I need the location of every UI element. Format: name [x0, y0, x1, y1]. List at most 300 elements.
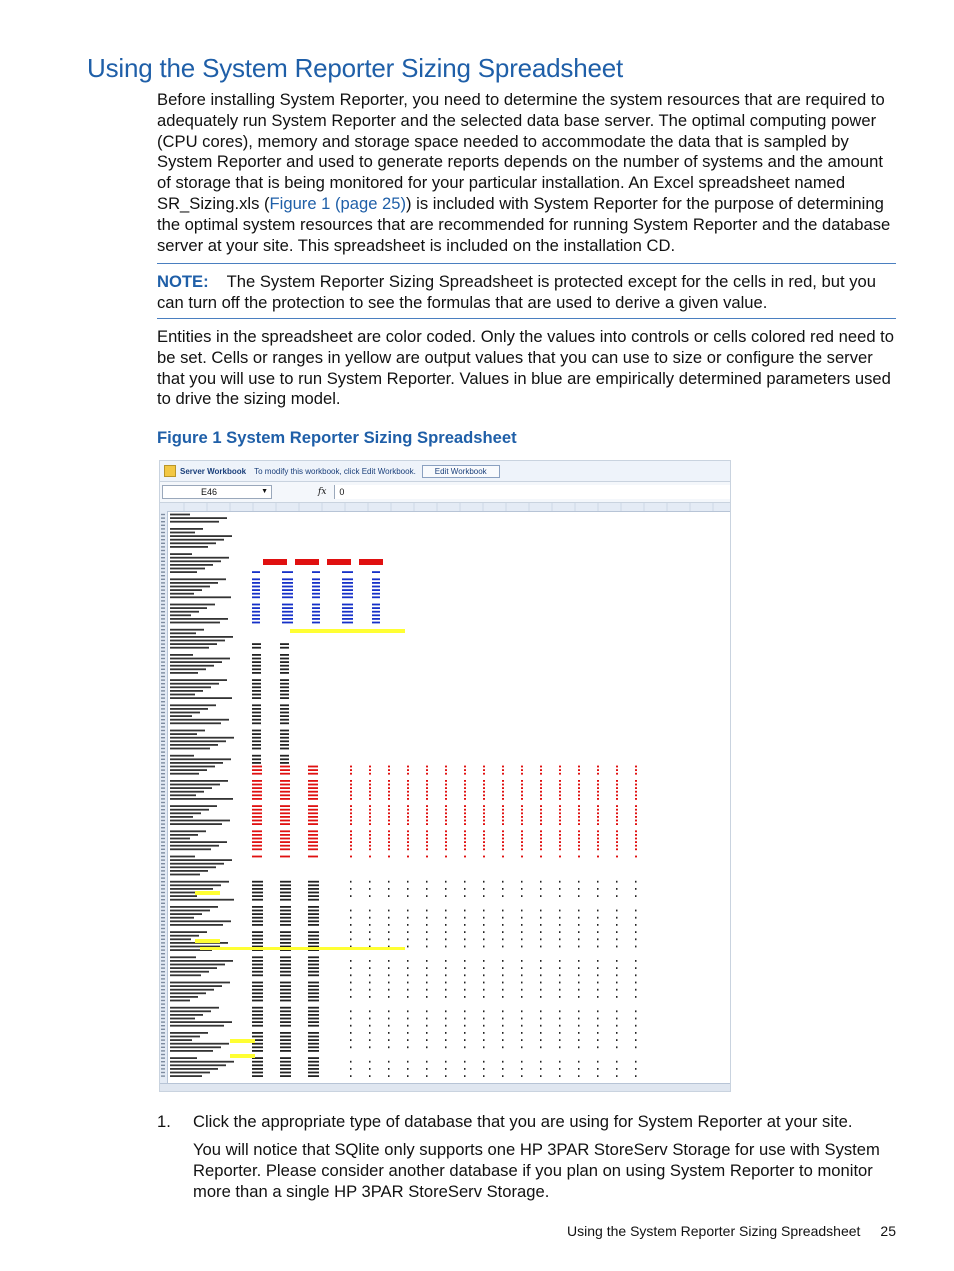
cell-value — [252, 1032, 263, 1034]
cell-value — [252, 920, 263, 922]
row-number — [161, 607, 165, 608]
row-number — [161, 813, 165, 814]
cell-value-red — [616, 766, 618, 768]
cell-value-red — [280, 805, 290, 807]
cell-value-red — [369, 812, 371, 814]
cell-value-blue — [282, 611, 293, 613]
cell-value — [369, 924, 371, 926]
cell-value — [616, 946, 618, 948]
cell-value — [464, 967, 466, 969]
cell-value — [388, 1075, 390, 1077]
cell-value-red — [308, 769, 318, 771]
cell-value-blue — [312, 582, 320, 584]
cell-value — [540, 967, 542, 969]
cell-value — [280, 647, 289, 649]
row-number — [161, 586, 165, 587]
cell-value-red — [559, 848, 561, 850]
cell-value — [597, 910, 599, 912]
cell-value-red — [502, 805, 504, 807]
cell-value — [280, 974, 291, 976]
cell-value — [350, 1061, 352, 1063]
cell-value-red — [483, 784, 485, 786]
cell-value — [308, 992, 319, 994]
cell-value — [559, 1018, 561, 1020]
cell-value — [483, 1025, 485, 1027]
cell-value — [252, 1036, 263, 1038]
row-number — [161, 654, 165, 655]
cell-value-red — [308, 841, 318, 843]
cell-value-blue — [282, 593, 293, 595]
cell-value — [559, 924, 561, 926]
cell-value — [540, 1010, 542, 1012]
row-number — [161, 751, 165, 752]
cell-value — [280, 704, 289, 706]
row-number — [161, 665, 165, 666]
cell-value — [407, 960, 409, 962]
cell-value-blue — [282, 578, 293, 580]
cell-value-red — [483, 766, 485, 768]
cell-value-red — [635, 830, 637, 832]
cell-value — [252, 643, 261, 645]
cell-value — [616, 1061, 618, 1063]
cell-value — [280, 931, 291, 933]
cell-value — [369, 1032, 371, 1034]
cell-value — [521, 1018, 523, 1020]
cell-value — [559, 982, 561, 984]
cell-value — [445, 895, 447, 897]
row-number — [161, 719, 165, 720]
cell-value-blue — [282, 614, 293, 616]
cell-value — [445, 974, 447, 976]
cell-value — [252, 665, 261, 667]
cell-value-red — [445, 787, 447, 789]
cell-value — [280, 1025, 291, 1027]
cell-value — [252, 762, 261, 764]
cell-value — [407, 881, 409, 883]
row-number — [161, 687, 165, 688]
cell-value-red — [635, 798, 637, 800]
cell-value-red — [464, 809, 466, 811]
row-number — [161, 885, 165, 886]
cell-value-red — [350, 791, 352, 793]
cell-value-red — [445, 848, 447, 850]
cell-value-red — [388, 794, 390, 796]
cell-value-red — [350, 773, 352, 775]
cell-value-red — [252, 820, 262, 822]
row-number — [161, 1000, 165, 1001]
cell-value — [252, 647, 261, 649]
cell-label — [170, 596, 231, 598]
cell-value — [388, 1039, 390, 1041]
row-number — [161, 730, 165, 731]
cell-value-red — [369, 769, 371, 771]
cell-value-red — [597, 809, 599, 811]
cell-value-red — [578, 838, 580, 840]
cell-label — [170, 906, 218, 908]
row-number — [161, 661, 165, 662]
cell-value-red — [388, 787, 390, 789]
cell-value-blue — [252, 578, 260, 580]
figure-link[interactable]: Figure 1 (page 25) — [269, 193, 407, 213]
cell-value — [540, 1075, 542, 1077]
cell-value — [616, 917, 618, 919]
cell-value-red — [521, 820, 523, 822]
cell-value — [540, 1061, 542, 1063]
cell-value — [559, 1039, 561, 1041]
cell-value — [559, 960, 561, 962]
cell-value — [483, 931, 485, 933]
cell-value — [252, 931, 263, 933]
row-number — [161, 982, 165, 983]
figure-caption: Figure 1 System Reporter Sizing Spreadsheet — [157, 428, 517, 447]
formula-input[interactable]: 0 — [334, 485, 730, 499]
cell-value-blue — [342, 582, 353, 584]
cell-label — [170, 773, 199, 775]
cell-value-blue — [372, 593, 380, 595]
cell-value-red — [464, 848, 466, 850]
cell-value — [635, 989, 637, 991]
cell-value-red — [308, 834, 318, 836]
cell-value-red — [597, 784, 599, 786]
cell-label — [170, 798, 233, 800]
cell-value-red — [559, 830, 561, 832]
row-number — [161, 582, 165, 583]
cell-value-red — [445, 773, 447, 775]
row-number — [161, 906, 165, 907]
cell-value-red — [635, 791, 637, 793]
intro-text-after: ) is included with System Reporter for the purpose of determining the optimal system resources that are recommended for running System Reporter and the database server at your site. This spreadsheet is included on the installation CD. — [157, 193, 891, 255]
row-number — [161, 1065, 165, 1066]
cell-value-red — [616, 812, 618, 814]
cell-value-red — [597, 830, 599, 832]
cell-value-red — [388, 856, 390, 858]
function-icon[interactable]: fx — [318, 487, 327, 497]
cell-value — [407, 1046, 409, 1048]
cell-value — [388, 1010, 390, 1012]
row-number — [161, 978, 165, 979]
cell-value — [252, 708, 261, 710]
cell-value — [350, 1032, 352, 1034]
cell-value — [597, 974, 599, 976]
cell-value — [280, 694, 289, 696]
cell-value-red — [483, 791, 485, 793]
row-number — [161, 827, 165, 828]
row-number — [161, 535, 165, 536]
cell-value-red — [540, 809, 542, 811]
cell-label — [170, 589, 202, 591]
cell-label — [170, 1014, 203, 1016]
workbook-label: Server Workbook — [180, 466, 247, 476]
cell-value — [388, 931, 390, 933]
cell-value-red — [426, 856, 428, 858]
cell-label — [170, 780, 228, 782]
cell-value-red — [597, 856, 599, 858]
cell-value — [559, 1032, 561, 1034]
cell-value — [597, 1032, 599, 1034]
cell-value — [502, 924, 504, 926]
cell-value — [369, 1039, 371, 1041]
cell-value — [483, 960, 485, 962]
cell-label — [170, 571, 197, 573]
cell-value — [280, 748, 289, 750]
cell-value — [521, 1061, 523, 1063]
cell-label — [170, 604, 215, 606]
row-number — [161, 787, 165, 788]
cell-label — [170, 1072, 210, 1074]
cell-value — [502, 910, 504, 912]
cell-value — [502, 938, 504, 940]
cell-label — [170, 913, 202, 915]
row-number — [161, 975, 165, 976]
cell-value — [308, 881, 319, 883]
cell-value — [540, 974, 542, 976]
cell-value — [616, 881, 618, 883]
cell-value — [426, 967, 428, 969]
cell-value-red — [483, 841, 485, 843]
cell-value — [559, 1061, 561, 1063]
cell-value — [252, 1000, 263, 1002]
cell-label — [170, 1043, 229, 1045]
cell-value-red — [483, 780, 485, 782]
cell-value — [252, 971, 263, 973]
cell-label — [170, 787, 212, 789]
cell-value-blue — [342, 607, 353, 609]
cell-value — [280, 762, 289, 764]
cell-value-red — [635, 784, 637, 786]
cell-value — [597, 1025, 599, 1027]
row-number — [161, 867, 165, 868]
cell-value — [540, 1025, 542, 1027]
row-number — [161, 622, 165, 623]
row-number — [161, 1072, 165, 1073]
cell-value-red — [369, 794, 371, 796]
cell-value — [252, 884, 263, 886]
cell-label — [170, 816, 193, 818]
cell-value-red — [635, 823, 637, 825]
cell-value-red — [597, 841, 599, 843]
cell-label — [170, 629, 204, 631]
row-number — [161, 571, 165, 572]
cell-value — [445, 1032, 447, 1034]
cell-value-red — [280, 766, 290, 768]
cell-value-red — [252, 794, 262, 796]
cell-value-red — [369, 791, 371, 793]
cell-value-red — [426, 773, 428, 775]
cell-value-red — [308, 812, 318, 814]
cell-label — [170, 917, 194, 919]
cell-value-red — [350, 845, 352, 847]
output-highlight — [290, 629, 405, 633]
cell-label — [170, 546, 208, 548]
cell-value-red — [445, 809, 447, 811]
cell-value-red — [369, 834, 371, 836]
cell-value-red — [540, 830, 542, 832]
cell-label — [170, 665, 214, 667]
cell-value-red — [521, 805, 523, 807]
cell-value — [350, 1046, 352, 1048]
cell-value — [464, 974, 466, 976]
cell-value — [252, 737, 261, 739]
cell-label — [170, 661, 222, 663]
cell-value — [407, 917, 409, 919]
cell-value-blue — [282, 607, 293, 609]
cell-value — [280, 895, 291, 897]
cell-value — [308, 906, 319, 908]
row-number — [161, 1036, 165, 1037]
row-number — [161, 798, 165, 799]
cell-value-blue — [342, 589, 353, 591]
cell-value — [445, 996, 447, 998]
cell-value-red — [369, 856, 371, 858]
cell-value-red — [616, 805, 618, 807]
row-number — [161, 1011, 165, 1012]
cell-value — [308, 985, 319, 987]
cell-value — [308, 1010, 319, 1012]
cell-value-red — [426, 769, 428, 771]
cell-value-red — [308, 856, 318, 858]
cell-value-red — [635, 805, 637, 807]
cell-value-red — [540, 841, 542, 843]
cell-value — [280, 740, 289, 742]
cell-value — [540, 924, 542, 926]
cell-label — [170, 874, 200, 876]
cell-value-red — [426, 816, 428, 818]
row-number — [161, 838, 165, 839]
cell-value-red — [559, 794, 561, 796]
cell-value — [280, 964, 291, 966]
cell-value — [280, 737, 289, 739]
cell-value — [388, 888, 390, 890]
cell-value — [426, 938, 428, 940]
cell-value — [597, 924, 599, 926]
cell-value — [426, 888, 428, 890]
cell-value-red — [559, 780, 561, 782]
cell-value-blue — [372, 589, 380, 591]
cell-value-red — [464, 812, 466, 814]
row-number — [161, 766, 165, 767]
output-highlight — [230, 1054, 255, 1058]
row-number — [161, 816, 165, 817]
row-number — [161, 1018, 165, 1019]
cell-value-red — [502, 766, 504, 768]
cell-value — [252, 960, 263, 962]
cell-value — [252, 982, 263, 984]
cell-value — [308, 1057, 319, 1059]
cell-label — [170, 730, 205, 732]
cell-value — [369, 974, 371, 976]
cell-value — [483, 1061, 485, 1063]
cell-value-red — [483, 798, 485, 800]
cell-value — [502, 1025, 504, 1027]
cell-value-red — [521, 769, 523, 771]
cell-value — [445, 1061, 447, 1063]
cell-value-red — [252, 766, 262, 768]
cell-value — [280, 733, 289, 735]
cell-value-red — [407, 856, 409, 858]
cell-value — [308, 938, 319, 940]
cell-value-red — [540, 805, 542, 807]
cell-value-blue — [282, 589, 293, 591]
cell-value-red — [407, 791, 409, 793]
cell-value — [464, 881, 466, 883]
cell-value — [280, 708, 289, 710]
cell-value — [578, 888, 580, 890]
cell-value-blue — [372, 614, 380, 616]
cell-value — [369, 881, 371, 883]
cell-value — [521, 1046, 523, 1048]
cell-value — [578, 974, 580, 976]
cell-value-red — [369, 838, 371, 840]
cell-value-blue — [372, 586, 380, 588]
row-number — [161, 618, 165, 619]
cell-value-red — [252, 830, 262, 832]
cell-value — [502, 974, 504, 976]
cell-value — [464, 982, 466, 984]
cell-value-red — [369, 766, 371, 768]
cell-value — [464, 1032, 466, 1034]
cell-value-red — [445, 780, 447, 782]
cell-value — [502, 931, 504, 933]
cell-label — [170, 679, 227, 681]
cell-value-red — [521, 823, 523, 825]
cell-value — [280, 1010, 291, 1012]
cell-value-blue — [372, 607, 380, 609]
cell-label — [170, 935, 199, 937]
cell-value-red — [280, 830, 290, 832]
cell-value — [635, 924, 637, 926]
cell-value-red — [407, 830, 409, 832]
cell-value-red — [445, 766, 447, 768]
row-number — [161, 748, 165, 749]
cell-value — [502, 881, 504, 883]
cell-label — [170, 1010, 211, 1012]
cell-value — [521, 931, 523, 933]
cell-value-red — [597, 791, 599, 793]
name-box-value: E46 — [201, 487, 218, 497]
cell-value — [502, 1068, 504, 1070]
cell-value-blue — [342, 618, 353, 620]
cell-label — [170, 614, 191, 616]
cell-value — [426, 982, 428, 984]
cell-value-red — [483, 787, 485, 789]
cell-value — [388, 910, 390, 912]
chevron-down-icon[interactable]: ▼ — [261, 488, 268, 495]
cell-label — [170, 668, 206, 670]
cell-value-blue — [342, 593, 353, 595]
cell-value — [521, 1068, 523, 1070]
cell-value-red — [280, 838, 290, 840]
cell-label — [170, 863, 224, 865]
cell-value — [540, 881, 542, 883]
cell-value — [578, 960, 580, 962]
cell-value — [426, 1039, 428, 1041]
cell-value — [280, 679, 289, 681]
cell-value — [578, 982, 580, 984]
cell-value — [369, 1075, 371, 1077]
row-number — [161, 942, 165, 943]
cell-value — [369, 895, 371, 897]
cell-label — [170, 564, 213, 566]
cell-value — [280, 1018, 291, 1020]
cell-value — [483, 917, 485, 919]
cell-value — [280, 982, 291, 984]
edit-workbook-button[interactable]: Edit Workbook — [422, 465, 500, 478]
cell-value — [252, 938, 263, 940]
cell-value — [280, 715, 289, 717]
cell-value — [252, 658, 261, 660]
cell-value-red — [280, 773, 290, 775]
output-highlight — [230, 1039, 255, 1043]
